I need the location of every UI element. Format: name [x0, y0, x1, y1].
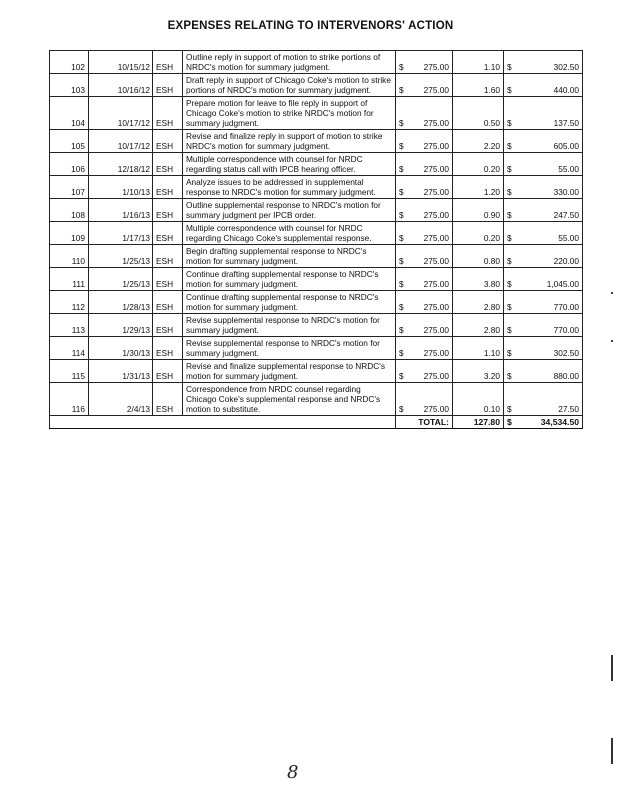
currency-symbol: $ — [507, 325, 512, 335]
table-row — [50, 383, 583, 416]
entry-rate-value: 275.00 — [423, 118, 449, 128]
margin-mark — [611, 738, 613, 764]
currency-symbol: $ — [507, 279, 512, 289]
total-hours: 127.80 — [453, 416, 504, 429]
entry-rate — [396, 245, 453, 268]
entry-hours: 1.10 — [453, 337, 504, 360]
entry-hours: 0.20 — [453, 153, 504, 176]
currency-symbol: $ — [399, 210, 404, 220]
table-row — [50, 222, 583, 245]
entry-rate-value: 275.00 — [423, 187, 449, 197]
table-row — [50, 97, 583, 130]
table-row — [50, 199, 583, 222]
entry-amount-value: 55.00 — [558, 164, 579, 174]
entry-rate-value: 275.00 — [423, 371, 449, 381]
entry-amount-value: 247.50 — [553, 210, 579, 220]
entry-initials: ESH — [153, 245, 183, 268]
table-row — [50, 268, 583, 291]
entry-hours: 1.10 — [453, 51, 504, 74]
table-row — [50, 314, 583, 337]
currency-symbol: $ — [507, 118, 512, 128]
entry-rate-value: 275.00 — [423, 348, 449, 358]
entry-initials: ESH — [153, 222, 183, 245]
entry-amount-value: 27.50 — [558, 404, 579, 414]
entry-date: 1/29/13 — [89, 314, 153, 337]
entry-hours: 3.20 — [453, 360, 504, 383]
entry-rate — [396, 199, 453, 222]
entry-amount-value: 770.00 — [553, 325, 579, 335]
table-row — [50, 51, 583, 74]
entry-date: 1/16/13 — [89, 199, 153, 222]
entry-amount-value: 137.50 — [553, 118, 579, 128]
entry-number: 109 — [50, 222, 89, 245]
total-amount-value: 34,534.50 — [540, 417, 579, 427]
entry-date: 10/15/12 — [89, 51, 153, 74]
entry-initials: ESH — [153, 153, 183, 176]
currency-symbol: $ — [399, 233, 404, 243]
entry-initials: ESH — [153, 130, 183, 153]
currency-symbol: $ — [507, 371, 512, 381]
margin-mark — [611, 655, 613, 681]
entry-date: 1/28/13 — [89, 291, 153, 314]
total-row — [50, 416, 583, 429]
entry-number: 105 — [50, 130, 89, 153]
entry-hours: 2.20 — [453, 130, 504, 153]
entry-amount — [504, 199, 583, 222]
currency-symbol: $ — [399, 279, 404, 289]
entry-initials: ESH — [153, 74, 183, 97]
currency-symbol: $ — [507, 233, 512, 243]
currency-symbol: $ — [507, 417, 512, 427]
entry-initials: ESH — [153, 360, 183, 383]
entry-rate — [396, 74, 453, 97]
entry-amount — [504, 337, 583, 360]
entry-number: 103 — [50, 74, 89, 97]
table-row — [50, 360, 583, 383]
entry-number: 113 — [50, 314, 89, 337]
entry-date: 1/10/13 — [89, 176, 153, 199]
page-number: 8 — [287, 762, 299, 783]
entry-hours: 0.80 — [453, 245, 504, 268]
entry-rate — [396, 51, 453, 74]
entry-description: Revise and finalize supplemental response to NRDC's motion for summary judgment. — [183, 360, 396, 383]
entry-rate — [396, 268, 453, 291]
entry-initials: ESH — [153, 268, 183, 291]
entry-rate-value: 275.00 — [423, 279, 449, 289]
entry-number: 106 — [50, 153, 89, 176]
entry-number: 115 — [50, 360, 89, 383]
currency-symbol: $ — [507, 302, 512, 312]
currency-symbol: $ — [507, 187, 512, 197]
entry-description: Multiple correspondence with counsel for NRDC regarding Chicago Coke's supplemental response. — [183, 222, 396, 245]
entry-amount — [504, 360, 583, 383]
total-amount — [504, 416, 583, 429]
entry-rate-value: 275.00 — [423, 85, 449, 95]
entry-hours: 2.80 — [453, 314, 504, 337]
entry-amount-value: 302.50 — [553, 62, 579, 72]
entry-date: 10/17/12 — [89, 97, 153, 130]
entry-amount — [504, 74, 583, 97]
currency-symbol: $ — [399, 371, 404, 381]
currency-symbol: $ — [399, 85, 404, 95]
entry-rate-value: 275.00 — [423, 141, 449, 151]
entry-description: Prepare motion for leave to file reply in support of Chicago Coke's motion to strike NRDC's motion for summary judgment. — [183, 97, 396, 130]
scan-dot — [611, 340, 613, 342]
entry-rate-value: 275.00 — [423, 325, 449, 335]
entry-amount — [504, 291, 583, 314]
entry-hours: 2.80 — [453, 291, 504, 314]
entry-description: Outline reply in support of motion to strike portions of NRDC's motion for summary judgment. — [183, 51, 396, 74]
currency-symbol: $ — [399, 62, 404, 72]
entry-rate — [396, 130, 453, 153]
entry-date: 1/30/13 — [89, 337, 153, 360]
entry-initials: ESH — [153, 291, 183, 314]
entry-rate-value: 275.00 — [423, 164, 449, 174]
entry-rate — [396, 291, 453, 314]
total-label: TOTAL: — [396, 416, 453, 429]
entry-amount — [504, 130, 583, 153]
entry-description: Analyze issues to be addressed in supplemental response to NRDC's motion for summary judgment. — [183, 176, 396, 199]
entry-amount — [504, 176, 583, 199]
entry-hours: 0.20 — [453, 222, 504, 245]
table-row — [50, 337, 583, 360]
entry-initials: ESH — [153, 383, 183, 416]
entry-rate — [396, 314, 453, 337]
entry-amount — [504, 314, 583, 337]
entry-amount — [504, 51, 583, 74]
entry-rate-value: 275.00 — [423, 210, 449, 220]
entry-date: 1/31/13 — [89, 360, 153, 383]
entry-initials: ESH — [153, 51, 183, 74]
entry-hours: 0.50 — [453, 97, 504, 130]
entry-amount-value: 1,045.00 — [546, 279, 579, 289]
entry-description: Draft reply in support of Chicago Coke's motion to strike portions of NRDC's motion for summary judgment. — [183, 74, 396, 97]
entry-number: 102 — [50, 51, 89, 74]
entry-rate — [396, 383, 453, 416]
entry-number: 110 — [50, 245, 89, 268]
entry-number: 112 — [50, 291, 89, 314]
entry-rate-value: 275.00 — [423, 233, 449, 243]
entry-rate — [396, 360, 453, 383]
entry-number: 114 — [50, 337, 89, 360]
currency-symbol: $ — [507, 256, 512, 266]
entry-amount — [504, 97, 583, 130]
entry-description: Continue drafting supplemental response to NRDC's motion for summary judgment. — [183, 291, 396, 314]
currency-symbol: $ — [399, 118, 404, 128]
entry-number: 107 — [50, 176, 89, 199]
entry-hours: 0.10 — [453, 383, 504, 416]
currency-symbol: $ — [507, 141, 512, 151]
table-row — [50, 130, 583, 153]
entry-number: 104 — [50, 97, 89, 130]
entry-amount-value: 55.00 — [558, 233, 579, 243]
currency-symbol: $ — [507, 210, 512, 220]
currency-symbol: $ — [399, 141, 404, 151]
entry-amount-value: 880.00 — [553, 371, 579, 381]
entry-amount — [504, 245, 583, 268]
entry-description: Correspondence from NRDC counsel regarding Chicago Coke's supplemental response and NRDC's motion to substitute. — [183, 383, 396, 416]
scan-dot — [611, 292, 613, 294]
entry-rate-value: 275.00 — [423, 62, 449, 72]
entry-date: 2/4/13 — [89, 383, 153, 416]
entry-amount-value: 440.00 — [553, 85, 579, 95]
entry-amount-value: 770.00 — [553, 302, 579, 312]
entry-rate — [396, 337, 453, 360]
entry-amount — [504, 383, 583, 416]
currency-symbol: $ — [507, 164, 512, 174]
entry-number: 111 — [50, 268, 89, 291]
entry-rate-value: 275.00 — [423, 404, 449, 414]
entry-hours: 3.80 — [453, 268, 504, 291]
table-row — [50, 245, 583, 268]
entry-date: 1/25/13 — [89, 245, 153, 268]
entry-amount-value: 605.00 — [553, 141, 579, 151]
document-title: EXPENSES RELATING TO INTERVENORS' ACTION — [167, 20, 454, 32]
entry-amount — [504, 222, 583, 245]
entry-rate — [396, 97, 453, 130]
entry-initials: ESH — [153, 314, 183, 337]
currency-symbol: $ — [507, 404, 512, 414]
total-spacer — [50, 416, 396, 429]
entry-rate — [396, 153, 453, 176]
entry-description: Revise and finalize reply in support of motion to strike NRDC's motion for summary judgment. — [183, 130, 396, 153]
entry-amount — [504, 268, 583, 291]
entry-date: 10/16/12 — [89, 74, 153, 97]
table-row — [50, 291, 583, 314]
expense-table — [49, 50, 583, 429]
entry-initials: ESH — [153, 97, 183, 130]
entry-description: Continue drafting supplemental response to NRDC's motion for summary judgment. — [183, 268, 396, 291]
currency-symbol: $ — [399, 187, 404, 197]
entry-amount — [504, 153, 583, 176]
table-row — [50, 153, 583, 176]
currency-symbol: $ — [399, 256, 404, 266]
currency-symbol: $ — [507, 85, 512, 95]
entry-number: 108 — [50, 199, 89, 222]
entry-description: Revise supplemental response to NRDC's motion for summary judgment. — [183, 337, 396, 360]
entry-initials: ESH — [153, 337, 183, 360]
entry-rate — [396, 222, 453, 245]
currency-symbol: $ — [399, 404, 404, 414]
entry-description: Revise supplemental response to NRDC's motion for summary judgment. — [183, 314, 396, 337]
currency-symbol: $ — [507, 348, 512, 358]
entry-date: 1/17/13 — [89, 222, 153, 245]
entry-description: Outline supplemental response to NRDC's motion for summary judgment per IPCB order. — [183, 199, 396, 222]
entry-date: 12/18/12 — [89, 153, 153, 176]
entry-rate-value: 275.00 — [423, 256, 449, 266]
currency-symbol: $ — [399, 348, 404, 358]
currency-symbol: $ — [399, 164, 404, 174]
entry-number: 116 — [50, 383, 89, 416]
entry-initials: ESH — [153, 199, 183, 222]
entry-description: Begin drafting supplemental response to NRDC's motion for summary judgment. — [183, 245, 396, 268]
entry-amount-value: 330.00 — [553, 187, 579, 197]
entry-rate — [396, 176, 453, 199]
entry-date: 10/17/12 — [89, 130, 153, 153]
entry-date: 1/25/13 — [89, 268, 153, 291]
entry-rate-value: 275.00 — [423, 302, 449, 312]
currency-symbol: $ — [399, 302, 404, 312]
entry-initials: ESH — [153, 176, 183, 199]
entry-amount-value: 302.50 — [553, 348, 579, 358]
entry-hours: 0.90 — [453, 199, 504, 222]
entry-description: Multiple correspondence with counsel for NRDC regarding status call with IPCB hearing officer. — [183, 153, 396, 176]
currency-symbol: $ — [507, 62, 512, 72]
currency-symbol: $ — [399, 325, 404, 335]
entry-amount-value: 220.00 — [553, 256, 579, 266]
table-row — [50, 176, 583, 199]
entry-hours: 1.60 — [453, 74, 504, 97]
table-row — [50, 74, 583, 97]
entry-hours: 1.20 — [453, 176, 504, 199]
